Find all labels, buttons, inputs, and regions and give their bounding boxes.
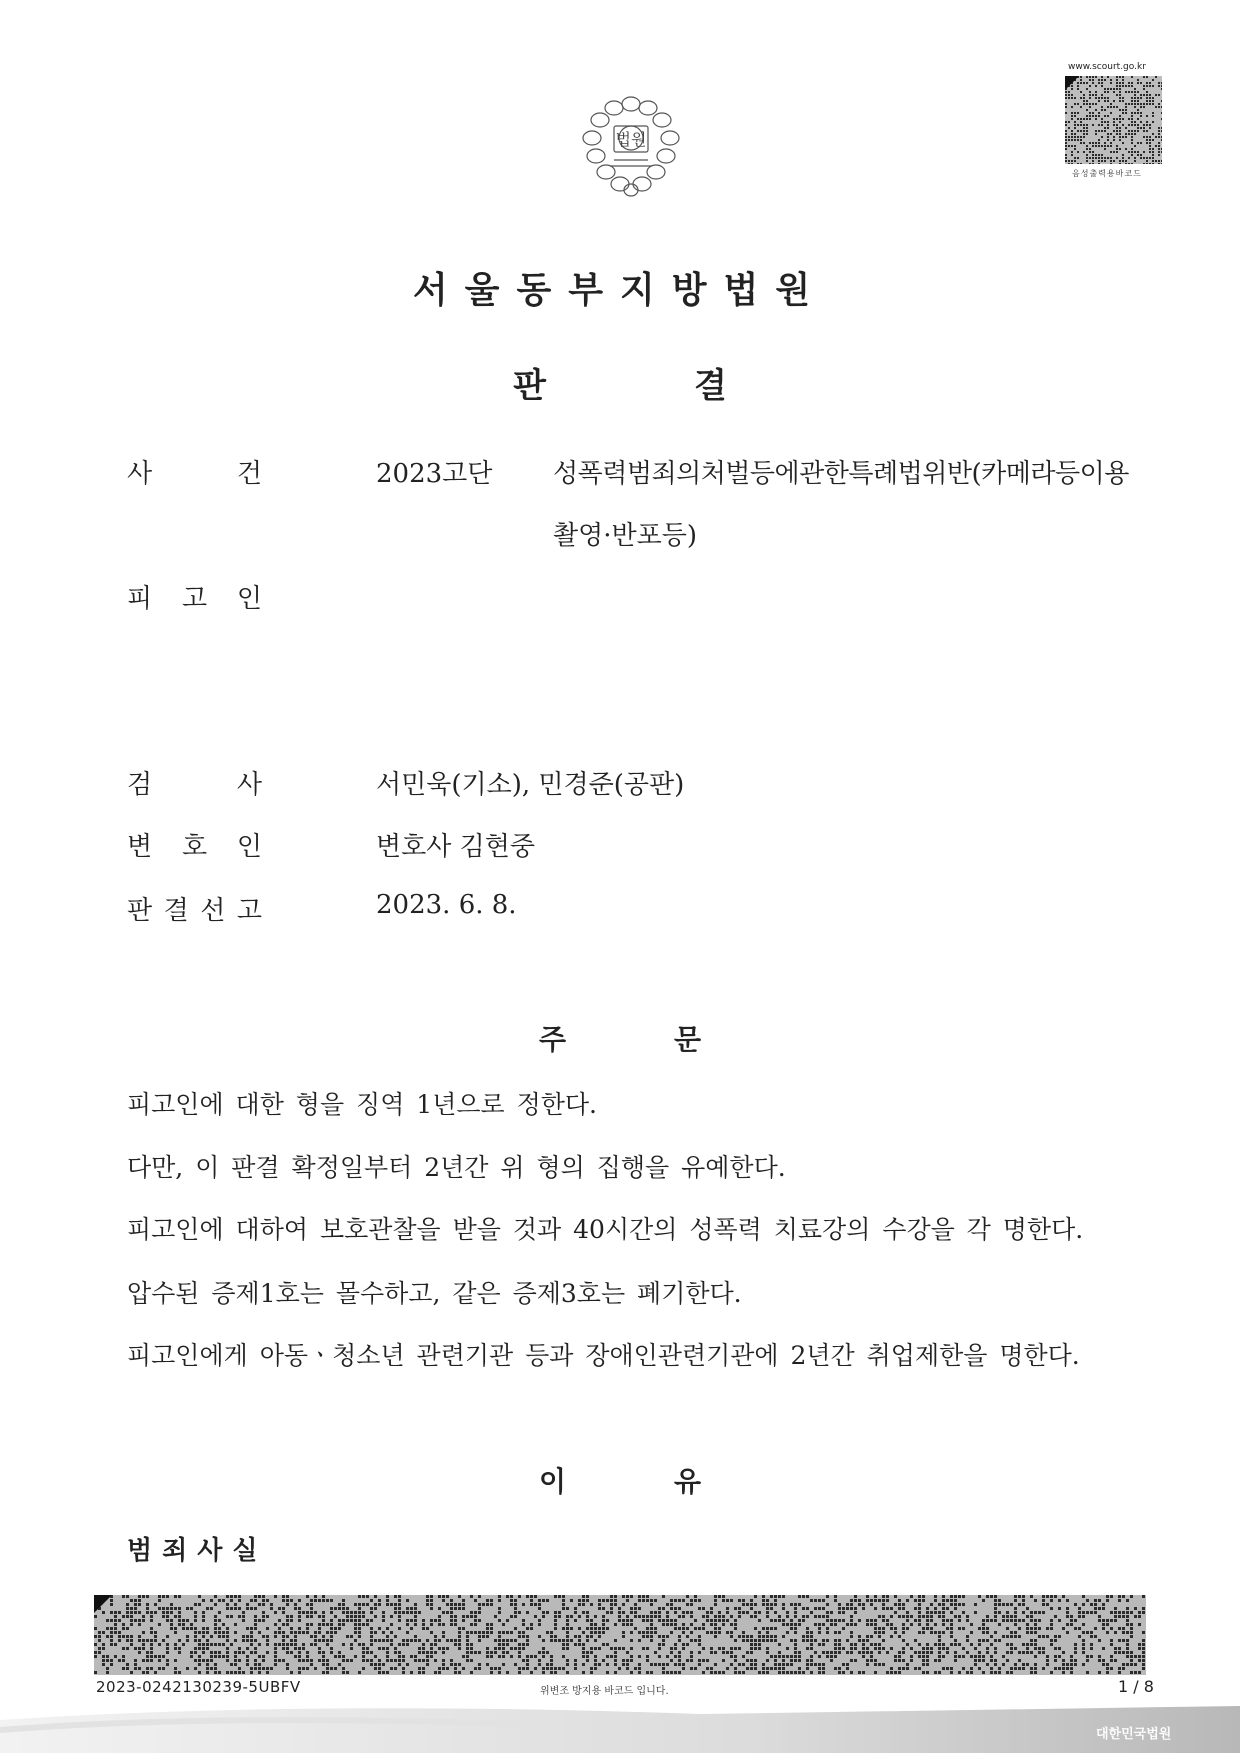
heading-char: 유 [674, 1465, 702, 1498]
heading-char: 주 [538, 1023, 566, 1056]
label-char: 결 [163, 896, 189, 926]
court-emblem-logo [578, 88, 684, 200]
reason-heading [0, 1460, 1240, 1500]
anti-forgery-barcode [94, 1595, 1146, 1675]
label-char: 건 [236, 459, 262, 489]
court-website-url: www.scourt.go.kr [1068, 62, 1146, 72]
prosecutor-label [127, 764, 262, 801]
label-char: 사 [236, 770, 262, 800]
defendant-label [127, 578, 262, 615]
label-char: 사 [127, 459, 153, 489]
title-char: 결 [694, 366, 727, 406]
crime-facts-label: 범죄사실 [127, 1536, 268, 1566]
title-char: 판 [513, 366, 546, 406]
document-id: 2023-0242130239-5UBFV [96, 1678, 301, 1696]
label-char: 고 [236, 896, 262, 926]
label-char: 판 [127, 896, 153, 926]
label-char: 인 [236, 832, 262, 862]
order-line: 피고인에 대한 형을 징역 1년으로 정한다. [127, 1090, 597, 1119]
anti-forgery-notice: 위변조 방지용 바코드 입니다. [540, 1686, 669, 1697]
voice-barcode-label: 음성출력용바코드 [1072, 169, 1142, 178]
sentence-date-label [127, 890, 262, 927]
order-line: 압수된 증제1호는 몰수하고, 같은 증제3호는 폐기한다. [127, 1279, 742, 1308]
order-heading [0, 1018, 1240, 1058]
label-char: 검 [127, 770, 153, 800]
court-name: 서울동부지방법원 [412, 269, 828, 311]
label-char: 선 [200, 896, 226, 926]
label-char: 변 [127, 832, 153, 862]
label-char: 피 [127, 584, 153, 614]
case-label [127, 453, 262, 490]
order-line: 다만, 이 판결 확정일부터 2년간 위 형의 집행을 유예한다. [127, 1153, 786, 1182]
label-char: 호 [181, 832, 208, 862]
sentence-date: 2023. 6. 8. [376, 890, 517, 920]
case-name-line: 촬영·반포등) [553, 521, 697, 551]
page-number: 1 / 8 [1118, 1677, 1154, 1696]
heading-char: 문 [674, 1023, 702, 1056]
order-line: 피고인에 대하여 보호관찰을 받을 것과 40시간의 성폭력 치료강의 수강을 각 명한다. [127, 1215, 1084, 1244]
heading-char: 이 [538, 1465, 566, 1498]
case-name-line: 성폭력범죄의처벌등에관한특례법위반(카메라등이용 [553, 459, 1129, 489]
case-number: 2023고단 [376, 459, 493, 489]
emblem-text: 법원 [615, 130, 647, 149]
label-char: 고 [181, 584, 208, 614]
footer-band [0, 1700, 1240, 1753]
label-char: 인 [236, 584, 262, 614]
voice-output-barcode [1065, 76, 1162, 164]
supreme-court-logo-text: 대한민국법원 [1096, 1727, 1172, 1742]
counsel-label [127, 826, 262, 863]
order-line: 피고인에게 아동ㆍ청소년 관련기관 등과 장애인관련기관에 2년간 취업제한을 명한다. [127, 1341, 1080, 1370]
counsel-name: 변호사 김현중 [376, 832, 535, 862]
prosecutor-names: 서민욱(기소), 민경준(공판) [376, 770, 685, 800]
document-title [0, 358, 1240, 407]
